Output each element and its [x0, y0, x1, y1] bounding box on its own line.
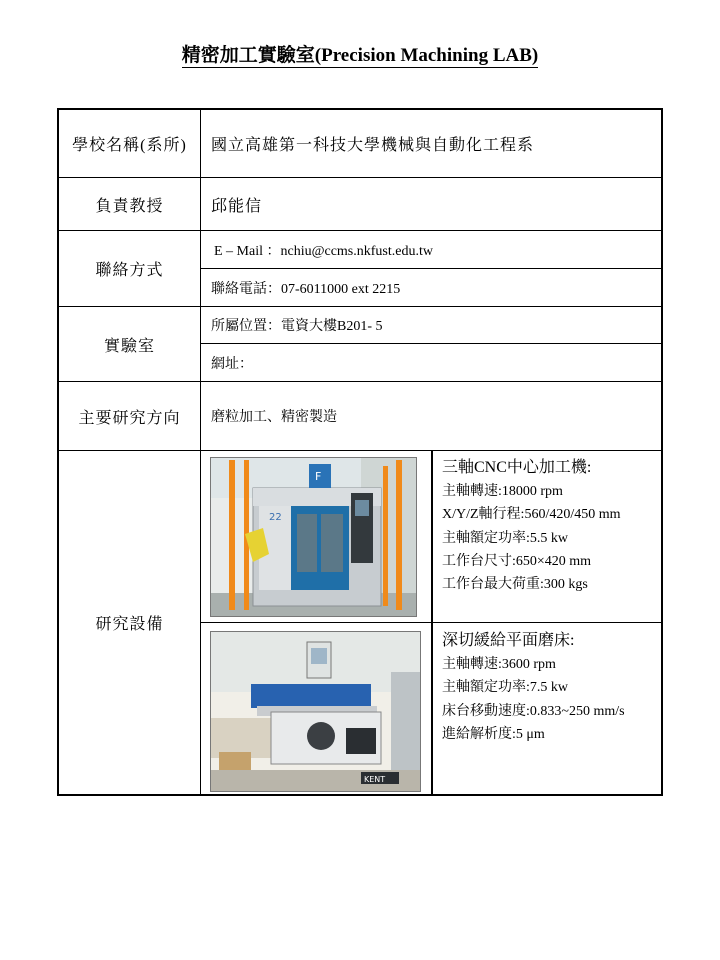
spec-line: 主軸額定功率:5.5 kw	[442, 530, 568, 546]
spec-line: 工作台最大荷重:300 kgs	[442, 577, 588, 593]
spec-line: 主軸轉速:18000 rpm	[442, 484, 563, 500]
cnc-specs	[442, 456, 660, 596]
location-value: 所屬位置：電資大樓B201- 5	[211, 319, 383, 334]
spec-line: 主軸額定功率:7.5 kw	[442, 680, 568, 696]
lab-label: 實驗室	[103, 337, 155, 355]
svg-text:22: 22	[269, 512, 282, 523]
page-title: 精密加工實驗室(Precision Machining LAB)	[181, 45, 539, 66]
equipment-label: 研究設備	[95, 616, 164, 633]
school-value: 國立高雄第一科技大學機械與自動化工程系	[211, 137, 535, 154]
svg-text:F: F	[315, 470, 322, 483]
grinder-title: 深切緩給平面磨床:	[442, 632, 575, 649]
contact-label: 聯絡方式	[95, 262, 164, 279]
spec-line: 床台移動速度:0.833~250 mm/s	[442, 703, 625, 719]
email-value: E – Mail ：nchiu@ccms.nkfust.edu.tw	[214, 243, 433, 259]
professor-value: 邱能信	[211, 197, 263, 215]
row-divider	[200, 343, 663, 344]
grinder-photo	[210, 631, 421, 792]
url-value: 網址：	[211, 356, 253, 372]
cnc-title: 三軸CNC中心加工機:	[442, 459, 592, 476]
professor-label: 負責教授	[95, 197, 164, 215]
spec-line: 工作台尺寸:650×420 mm	[442, 553, 592, 569]
research-value: 磨粒加工、精密製造	[211, 410, 337, 425]
research-label: 主要研究方向	[78, 409, 181, 427]
spec-line: X/Y/Z軸行程:560/420/450 mm	[442, 507, 621, 523]
column-divider	[431, 450, 433, 796]
school-label: 學校名稱(系所)	[72, 137, 187, 154]
spec-line: 進給解析度:5 μm	[442, 726, 545, 742]
svg-text:KENT: KENT	[364, 775, 386, 784]
cnc-machine-photo	[210, 457, 417, 617]
grinder-specs	[442, 629, 660, 746]
column-divider	[200, 108, 201, 796]
phone-value: 聯絡電話：07-6011000 ext 2215	[211, 281, 401, 297]
spec-line: 主軸轉速:3600 rpm	[442, 657, 556, 673]
